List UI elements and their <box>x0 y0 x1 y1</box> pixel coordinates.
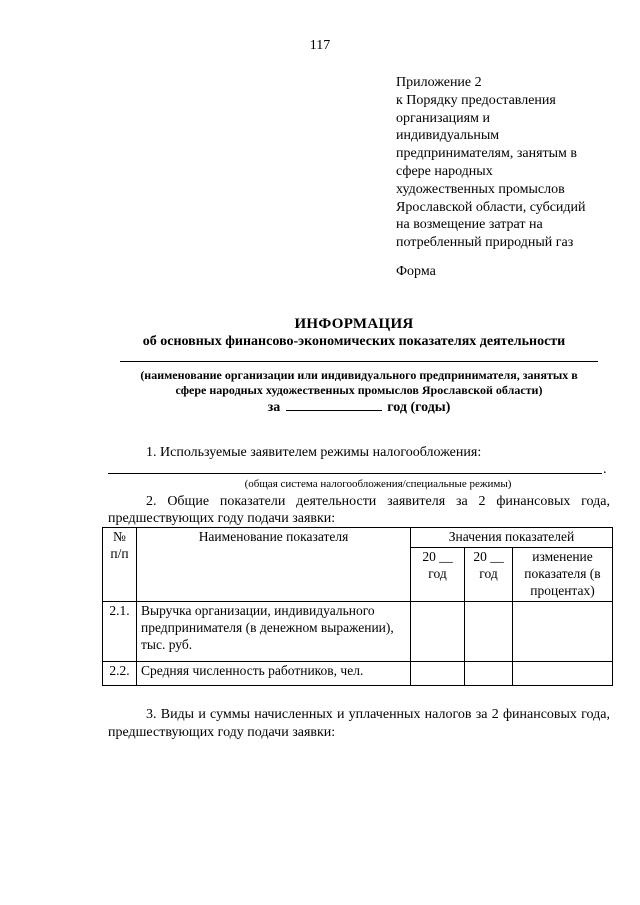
period-prefix: за <box>267 400 281 415</box>
header-year-1 <box>411 548 465 602</box>
appendix-block <box>396 74 620 252</box>
section-3-text: 3. Виды и суммы начисленных и уплаченных налогов за 2 финансовых года, предшествующих году подачи заявки: <box>108 707 610 740</box>
appendix-line: художественных промыслов <box>396 181 565 197</box>
appendix-line: организациям и <box>396 110 490 126</box>
period-year-field[interactable] <box>286 398 382 411</box>
row-number: 2.1. <box>103 602 137 662</box>
row-value-year-2[interactable] <box>465 662 513 686</box>
appendix-line: потребленный природный газ <box>396 235 574 251</box>
period-line <box>0 398 640 416</box>
row-value-change[interactable] <box>513 602 613 662</box>
organization-field-note <box>100 368 618 398</box>
appendix-line: индивидуальным <box>396 128 500 144</box>
tax-regime-note: (общая система налогообложения/специальные режимы) <box>244 478 512 490</box>
row-name: Выручка организации, индивидуального предпринимателя (в денежном выражении), тыс. руб. <box>137 602 411 662</box>
table-row <box>103 602 613 662</box>
header-year-1-top: 20 __ <box>422 549 453 564</box>
header-values: Значения показателей <box>411 528 613 548</box>
form-label: Форма <box>396 264 436 279</box>
document-title: ИНФОРМАЦИЯ <box>294 316 414 332</box>
organization-note-line: сфере народных художественных промыслов Ярославской области) <box>175 383 543 397</box>
section-1-text: 1. Используемые заявителем режимы налогообложения: <box>146 445 482 460</box>
row-value-year-1[interactable] <box>411 602 465 662</box>
row-value-year-2[interactable] <box>465 602 513 662</box>
row-name: Средняя численность работников, чел. <box>137 662 411 686</box>
header-name: Наименование показателя <box>137 528 411 602</box>
appendix-line: Приложение 2 <box>396 75 482 90</box>
row-value-year-1[interactable] <box>411 662 465 686</box>
appendix-line: предпринимателям, занятым в <box>396 146 578 162</box>
document-subtitle: об основных финансово-экономических показателях деятельности <box>142 334 566 349</box>
header-number-line: № <box>113 529 126 544</box>
header-number <box>103 528 137 602</box>
tax-regime-field[interactable] <box>108 473 602 474</box>
header-number-line: п/п <box>110 546 129 561</box>
header-change: изменение показателя (в процентах) <box>513 548 613 602</box>
appendix-line: к Порядку предоставления <box>396 92 556 108</box>
header-year-2-top: 20 __ <box>473 549 504 564</box>
organization-note-line: (наименование организации или индивидуального предпринимателя, занятых в <box>140 368 578 382</box>
organization-name-field[interactable] <box>120 361 598 362</box>
appendix-line: Ярославской области, субсидий <box>396 199 586 215</box>
indicators-table <box>102 527 613 686</box>
header-year-2 <box>465 548 513 602</box>
row-value-change[interactable] <box>513 662 613 686</box>
section-2-text: 2. Общие показатели деятельности заявителя за 2 финансовых года, предшествующих году подачи заявки: <box>108 494 610 526</box>
tax-regime-dot: . <box>603 462 607 477</box>
header-year-2-bottom: год <box>479 566 498 581</box>
header-year-1-bottom: год <box>428 566 447 581</box>
appendix-line: сфере народных <box>396 163 493 179</box>
page-number: 117 <box>309 38 331 53</box>
row-number: 2.2. <box>103 662 137 686</box>
period-suffix: год (годы) <box>387 400 451 415</box>
appendix-line: на возмещение затрат на <box>396 217 543 233</box>
table-row <box>103 662 613 686</box>
